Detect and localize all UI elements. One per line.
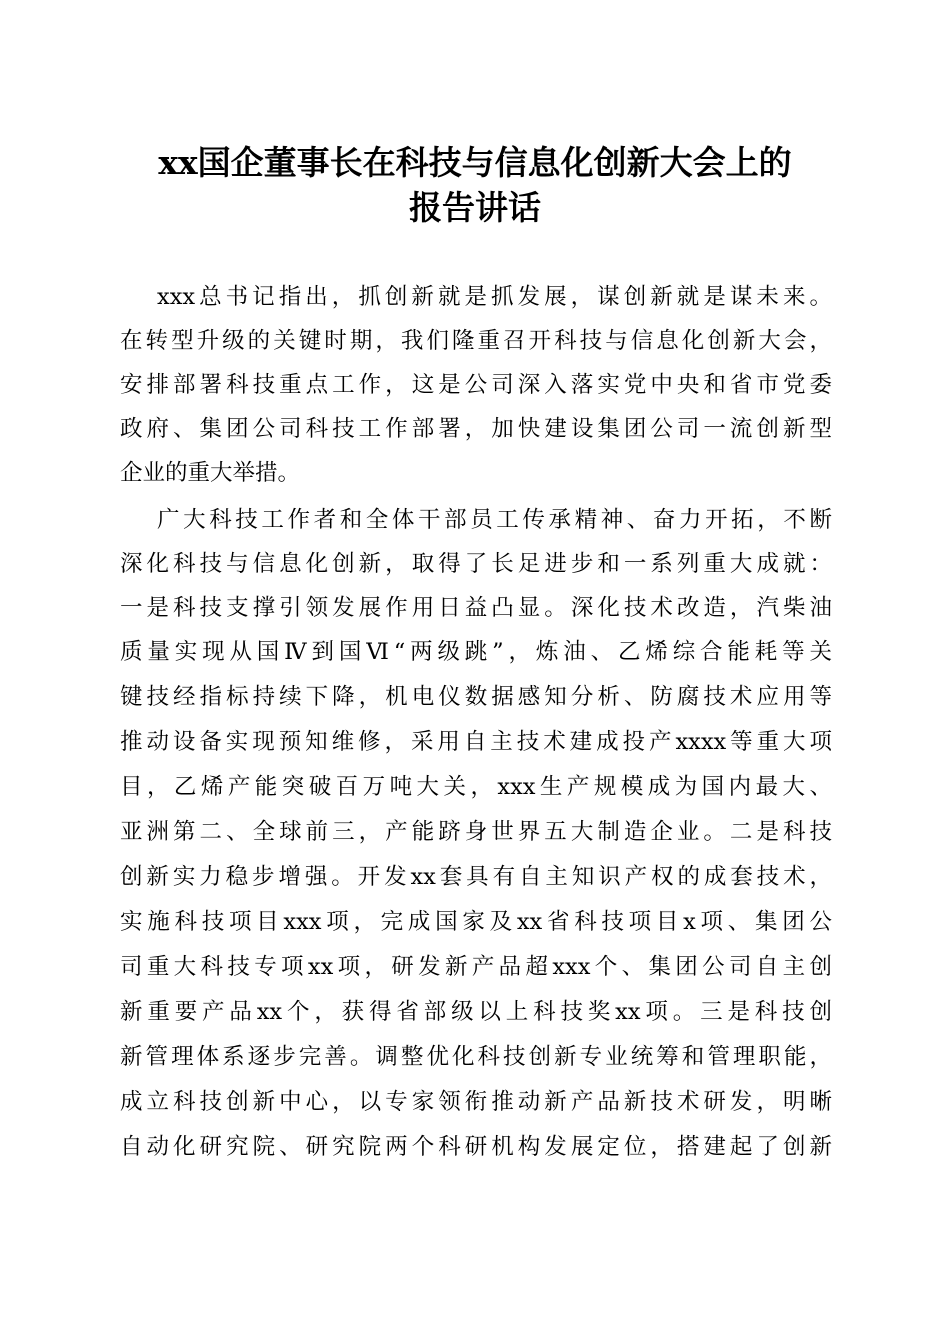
- paragraph-2-line: 质量实现从国Ⅳ到国Ⅵ“两级跳”，炼油、乙烯综合能耗等关: [120, 639, 832, 665]
- paragraph-1-line: 企业的重大举措。: [120, 460, 301, 486]
- paragraph-1-line: xxx总书记指出，抓创新就是抓发展，谋创新就是谋未来。: [157, 284, 832, 310]
- paragraph-2-line: 成立科技创新中心，以专家领衔推动新产品新技术研发，明晰: [120, 1089, 832, 1115]
- paragraph-2-line: 新重要产品xx个，获得省部级以上科技奖xx项。三是科技创: [120, 999, 832, 1025]
- document-title-line-1: xx国企董事长在科技与信息化创新大会上的: [158, 143, 792, 182]
- paragraph-2-line: 目，乙烯产能突破百万吨大关，xxx生产规模成为国内最大、: [120, 774, 832, 800]
- paragraph-2-line: 键技经指标持续下降，机电仪数据感知分析、防腐技术应用等: [120, 684, 832, 710]
- paragraph-2-line: 司重大科技专项xx项，研发新产品超xxx个、集团公司自主创: [120, 954, 832, 980]
- paragraph-2-line: 创新实力稳步增强。开发xx套具有自主知识产权的成套技术，: [120, 864, 832, 890]
- paragraph-2-line: 广大科技工作者和全体干部员工传承精神、奋力开拓，不断: [157, 507, 832, 533]
- paragraph-2-line: 亚洲第二、全球前三，产能跻身世界五大制造企业。二是科技: [120, 819, 832, 845]
- paragraph-2-line: 实施科技项目xxx项，完成国家及xx省科技项目x项、集团公: [120, 909, 832, 935]
- paragraph-2-line: 新管理体系逐步完善。调整优化科技创新专业统筹和管理职能，: [120, 1044, 832, 1070]
- paragraph-1-line: 在转型升级的关键时期，我们隆重召开科技与信息化创新大会，: [120, 328, 832, 354]
- paragraph-2-line: 推动设备实现预知维修，采用自主技术建成投产xxxx等重大项: [120, 729, 832, 755]
- document-title-line-2: 报告讲话: [409, 188, 541, 227]
- paragraph-1-line: 政府、集团公司科技工作部署，加快建设集团公司一流创新型: [120, 416, 832, 442]
- paragraph-2-line: 自动化研究院、研究院两个科研机构发展定位，搭建起了创新: [120, 1134, 832, 1160]
- paragraph-2-line: 深化科技与信息化创新，取得了长足进步和一系列重大成就：: [120, 551, 832, 577]
- paragraph-2-line: 一是科技支撑引领发展作用日益凸显。深化技术改造，汽柴油: [120, 595, 832, 621]
- paragraph-1-line: 安排部署科技重点工作，这是公司深入落实党中央和省市党委: [120, 372, 832, 398]
